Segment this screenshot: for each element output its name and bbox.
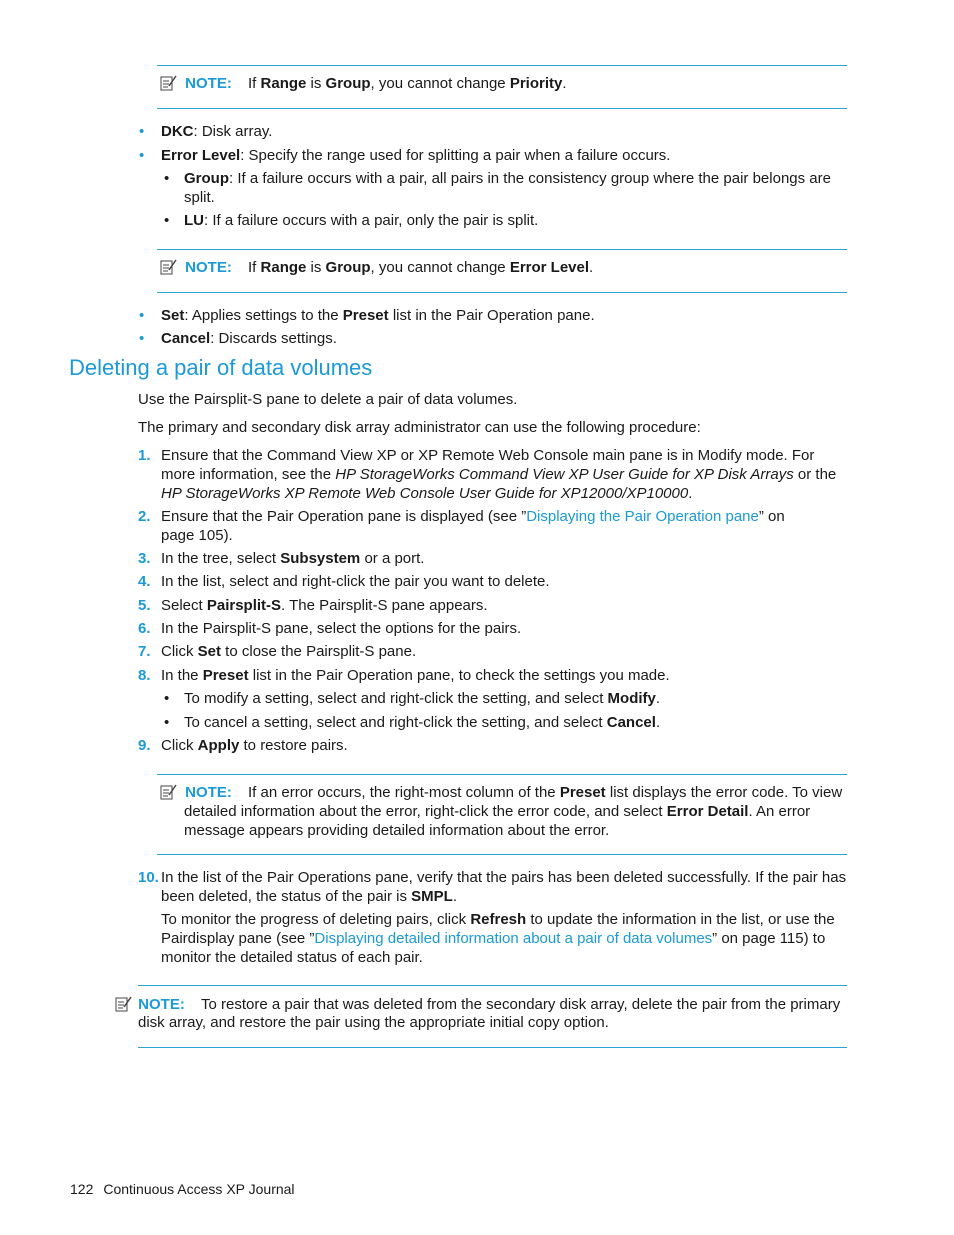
- step-text: ” on: [758, 508, 785, 525]
- step-2: [161, 507, 851, 545]
- step-text: .: [655, 714, 661, 731]
- step-5: [161, 596, 488, 615]
- step-7: [161, 642, 416, 661]
- step-number: 9.: [138, 737, 151, 754]
- step-3: [161, 549, 424, 568]
- note-text: list displays the error code. To view: [605, 784, 843, 801]
- note-text: detailed information about the error, right-click the error code, and select: [184, 803, 667, 820]
- term-group: Group: [325, 259, 371, 276]
- step-text: or the: [793, 466, 837, 483]
- item-text: split.: [184, 189, 215, 206]
- note-bottom-rule: [157, 854, 847, 855]
- note-text: If: [248, 259, 261, 276]
- term: Error Level: [161, 147, 241, 164]
- term: Group: [184, 170, 229, 187]
- step-10-paragraph-2: [161, 910, 851, 967]
- note-icon: [160, 75, 177, 91]
- book-title: HP StorageWorks XP Remote Web Console User Guide for XP12000/XP10000: [161, 485, 689, 502]
- item-text: : Discards settings.: [210, 330, 337, 347]
- sub-bullet: •: [164, 212, 170, 229]
- step-text: To modify a setting, select and right-click the setting, and select: [184, 690, 608, 707]
- term: SMPL: [411, 888, 453, 905]
- note-top-rule: [138, 985, 847, 986]
- bullet: •: [139, 123, 145, 140]
- sub-bullet: •: [164, 690, 170, 707]
- step-text: In the: [161, 667, 203, 684]
- step-9: [161, 736, 348, 755]
- list-item-cancel: [161, 329, 337, 348]
- document-title: Continuous Access XP Journal: [103, 1181, 295, 1197]
- step-text: or a port.: [360, 550, 425, 567]
- step-text: To monitor the progress of deleting pairs, click: [161, 911, 471, 928]
- list-item-set: [161, 306, 595, 325]
- step-8-sub-cancel: [184, 713, 660, 732]
- term: Pairsplit-S: [206, 597, 282, 614]
- term-priority: Priority: [509, 75, 563, 92]
- term: Apply: [197, 737, 240, 754]
- step-text: more information, see the: [161, 466, 336, 483]
- note-2: [160, 258, 593, 277]
- page-number: 122: [70, 1181, 94, 1197]
- note-3: [160, 783, 850, 802]
- note-text: message appears providing detailed information about the error.: [184, 822, 610, 839]
- list-item-lu: [184, 211, 538, 230]
- note-icon: [160, 259, 177, 275]
- term: Refresh: [470, 911, 527, 928]
- step-number: 5.: [138, 597, 151, 614]
- note-label: NOTE:: [185, 75, 232, 92]
- cross-reference-link[interactable]: Displaying the Pair Operation pane: [526, 508, 759, 525]
- step-text: Pairdisplay pane (see ”: [161, 930, 315, 947]
- step-text: monitor the detailed status of each pair.: [161, 949, 423, 966]
- term: Error Detail: [666, 803, 749, 820]
- step-8: [161, 666, 670, 685]
- bullet: •: [139, 307, 145, 324]
- list-item-group: [184, 169, 849, 207]
- note-bottom-rule: [157, 292, 847, 293]
- term-range: Range: [260, 259, 307, 276]
- term: LU: [184, 212, 204, 229]
- step-number: 1.: [138, 447, 151, 464]
- note-3-continued: [184, 802, 849, 840]
- step-number: 6.: [138, 620, 151, 637]
- note-text: If: [248, 75, 261, 92]
- bullet: •: [139, 147, 145, 164]
- section-heading: Deleting a pair of data volumes: [69, 355, 373, 380]
- step-10: [161, 868, 851, 906]
- step-text: to update the information in the list, or use the: [526, 911, 835, 928]
- note-top-rule: [157, 65, 847, 66]
- step-number: 2.: [138, 508, 151, 525]
- step-text: Click: [161, 737, 198, 754]
- note-text: is: [306, 259, 326, 276]
- step-number: 4.: [138, 573, 151, 590]
- book-title: HP StorageWorks Command View XP User Guide for XP Disk Arrays: [335, 466, 794, 483]
- step-8-sub-modify: [184, 689, 660, 708]
- step-number: 8.: [138, 667, 151, 684]
- note-label: NOTE:: [138, 996, 185, 1013]
- note-top-rule: [157, 249, 847, 250]
- list-item-dkc: [161, 122, 272, 141]
- intro-paragraph-2: The primary and secondary disk array administrator can use the following procedure:: [138, 419, 701, 436]
- term: Set: [161, 307, 185, 324]
- note-text: .: [562, 75, 567, 92]
- term: Subsystem: [280, 550, 361, 567]
- step-6: In the Pairsplit-S pane, select the options for the pairs.: [161, 620, 522, 637]
- sub-bullet: •: [164, 714, 170, 731]
- term: Preset: [342, 307, 389, 324]
- note-text: , you cannot change: [370, 75, 510, 92]
- step-1: [161, 446, 851, 503]
- step-text: .: [688, 485, 693, 502]
- term-range: Range: [260, 75, 307, 92]
- step-text: page 105).: [161, 527, 233, 544]
- note-text: If an error occurs, the right-most column of the: [248, 784, 560, 801]
- note-1: [160, 74, 567, 93]
- step-number: 10.: [138, 869, 159, 886]
- list-item-error-level: [161, 146, 670, 165]
- step-text: Select: [161, 597, 207, 614]
- bullet: •: [139, 330, 145, 347]
- step-4: In the list, select and right-click the pair you want to delete.: [161, 573, 550, 590]
- term: Cancel: [161, 330, 211, 347]
- step-text: list in the Pair Operation pane, to check the settings you made.: [248, 667, 670, 684]
- cross-reference-link[interactable]: Displaying detailed information about a pair of data volumes: [314, 930, 713, 947]
- note-text: is: [306, 75, 326, 92]
- page-footer: [70, 1180, 295, 1199]
- note-bottom-rule: [157, 108, 847, 109]
- item-text: list in the Pair Operation pane.: [388, 307, 595, 324]
- step-number: 3.: [138, 550, 151, 567]
- note-4-continued: disk array, and restore the pair using the appropriate initial copy option.: [138, 1014, 609, 1031]
- note-bottom-rule: [138, 1047, 847, 1048]
- note-text: . An error: [748, 803, 811, 820]
- intro-paragraph-1: Use the Pairsplit-S pane to delete a pair of data volumes.: [138, 391, 518, 408]
- step-text: to restore pairs.: [239, 737, 348, 754]
- term-group: Group: [325, 75, 371, 92]
- step-text: Ensure that the Command View XP or XP Remote Web Console main pane is in Modify mode. For: [161, 447, 815, 464]
- term: Modify: [607, 690, 656, 707]
- term: Preset: [559, 784, 606, 801]
- item-text: : If a failure occurs with a pair, only the pair is split.: [204, 212, 539, 229]
- item-text: : Applies settings to the: [184, 307, 343, 324]
- step-text: .: [452, 888, 458, 905]
- step-number: 7.: [138, 643, 151, 660]
- item-text: : Specify the range used for splitting a pair when a failure occurs.: [240, 147, 671, 164]
- step-text: .: [655, 690, 661, 707]
- term-error-level: Error Level: [509, 259, 590, 276]
- term: Set: [197, 643, 222, 660]
- note-label: NOTE:: [185, 784, 232, 801]
- note-text: To restore a pair that was deleted from the secondary disk array, delete the pair from the primary: [201, 996, 841, 1013]
- step-text: . The Pairsplit-S pane appears.: [281, 597, 488, 614]
- note-4: [115, 995, 850, 1014]
- sub-bullet: •: [164, 170, 170, 187]
- note-text: , you cannot change: [370, 259, 510, 276]
- note-top-rule: [157, 774, 847, 775]
- step-text: Ensure that the Pair Operation pane is displayed (see ”: [161, 508, 527, 525]
- step-text: In the list of the Pair Operations pane, verify that the pairs has been deleted successfully. If the pair has: [161, 869, 847, 886]
- item-text: : If a failure occurs with a pair, all pairs in the consistency group where the pair belongs are: [229, 170, 831, 187]
- step-text: In the tree, select: [161, 550, 281, 567]
- step-text: ” on page 115) to: [712, 930, 826, 947]
- note-icon: [115, 996, 132, 1012]
- note-text: .: [589, 259, 594, 276]
- step-text: Click: [161, 643, 198, 660]
- note-label: NOTE:: [185, 259, 232, 276]
- step-text: been deleted, the status of the pair is: [161, 888, 412, 905]
- step-text: To cancel a setting, select and right-click the setting, and select: [184, 714, 607, 731]
- term: DKC: [161, 123, 194, 140]
- term: Cancel: [606, 714, 656, 731]
- note-icon: [160, 784, 177, 800]
- term: Preset: [202, 667, 249, 684]
- step-text: to close the Pairsplit-S pane.: [221, 643, 417, 660]
- item-text: : Disk array.: [193, 123, 273, 140]
